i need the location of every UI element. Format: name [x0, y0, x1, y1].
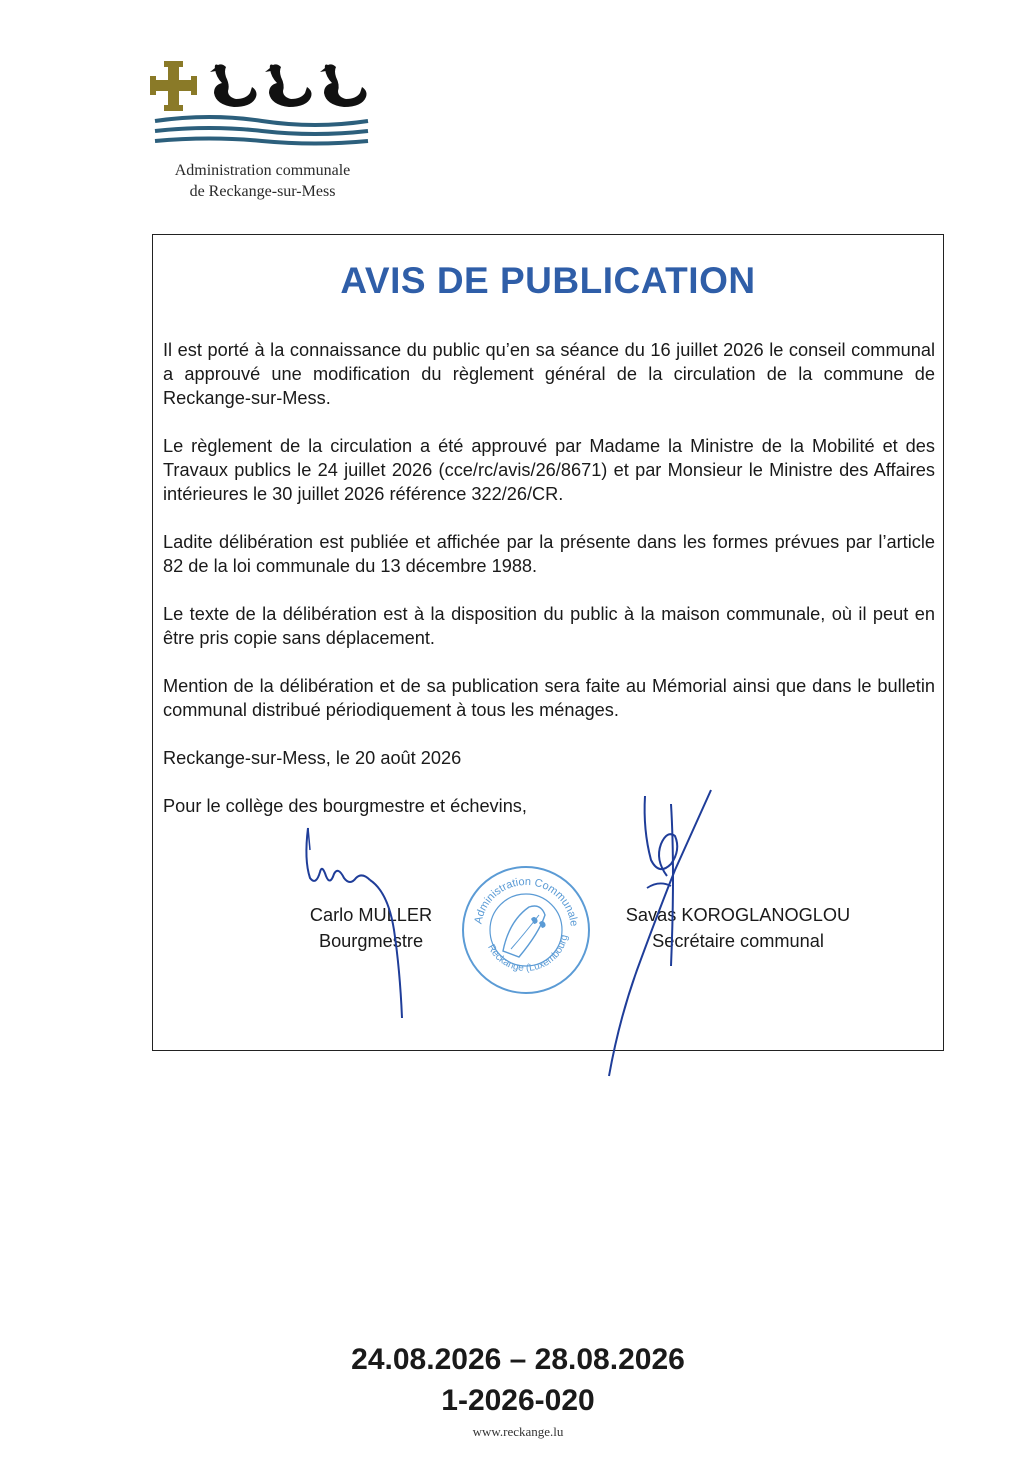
- college-line: Pour le collège des bourgmestre et échevins,: [163, 796, 527, 816]
- mayor-name: Carlo MULLER: [309, 905, 433, 925]
- signatory-mayor: [271, 902, 471, 954]
- paragraph-publication: Ladite délibération est publiée et affichée par la présente dans les formes prévues par l’article 82 de la loi communale du 13 décembre 1988.: [163, 532, 935, 576]
- wave-icon: [155, 117, 368, 144]
- publication-reference: 1-2026-020: [441, 1384, 595, 1417]
- publication-period: 24.08.2026 – 28.08.2026: [351, 1343, 685, 1376]
- organization-name: [150, 160, 375, 202]
- org-line-2: de Reckange-sur-Mess: [189, 183, 336, 200]
- notice-body: [163, 338, 935, 818]
- svg-text:Reckange (Luxembourg): Reckange (Luxembourg: [485, 933, 571, 974]
- org-line-1: Administration communale: [174, 162, 351, 179]
- municipal-logo: [150, 55, 375, 150]
- cross-icon: [150, 61, 197, 111]
- svg-text:Administration Communale: Administration Communale: [472, 875, 580, 928]
- notice-frame: [152, 234, 944, 1051]
- place-date: Reckange-sur-Mess, le 20 août 2026: [163, 748, 462, 768]
- swan-icon: [320, 64, 367, 107]
- secretary-name: Savas KOROGLANOGLOU: [625, 905, 851, 925]
- paragraph-approval: Il est porté à la connaissance du public qu’en sa séance du 16 juillet 2026 le conseil communal a approuvé une modification du règlement général de la circulation de la commune de Reckange-sur-Mess.: [163, 340, 935, 408]
- swan-icon: [210, 64, 257, 107]
- paragraph-ministers: Le règlement de la circulation a été approuvé par Madame la Ministre de la Mobilité et des Travaux publics le 24 juillet 2026 (cce/rc/avis/26/8671) et par Monsieur le Ministre des Affaires intérieures le 30 juillet 2026 référence 322/26/CR.: [163, 436, 935, 504]
- paragraph-memorial: Mention de la délibération et de sa publication sera faite au Mémorial ainsi que dans le bulletin communal distribué périodiquement à tous les ménages.: [163, 676, 935, 720]
- swan-icon: [265, 64, 312, 107]
- mayor-role: Bourgmestre: [318, 931, 424, 951]
- website-link[interactable]: www.reckange.lu: [472, 1424, 564, 1439]
- official-stamp: [459, 863, 593, 997]
- notice-title: AVIS DE PUBLICATION: [340, 260, 756, 301]
- signatory-secretary: [593, 902, 883, 954]
- paragraph-availability: Le texte de la délibération est à la disposition du public à la maison communale, où il peut en être pris copie sans déplacement.: [163, 604, 935, 648]
- secretary-role: Secrétaire communal: [652, 931, 824, 951]
